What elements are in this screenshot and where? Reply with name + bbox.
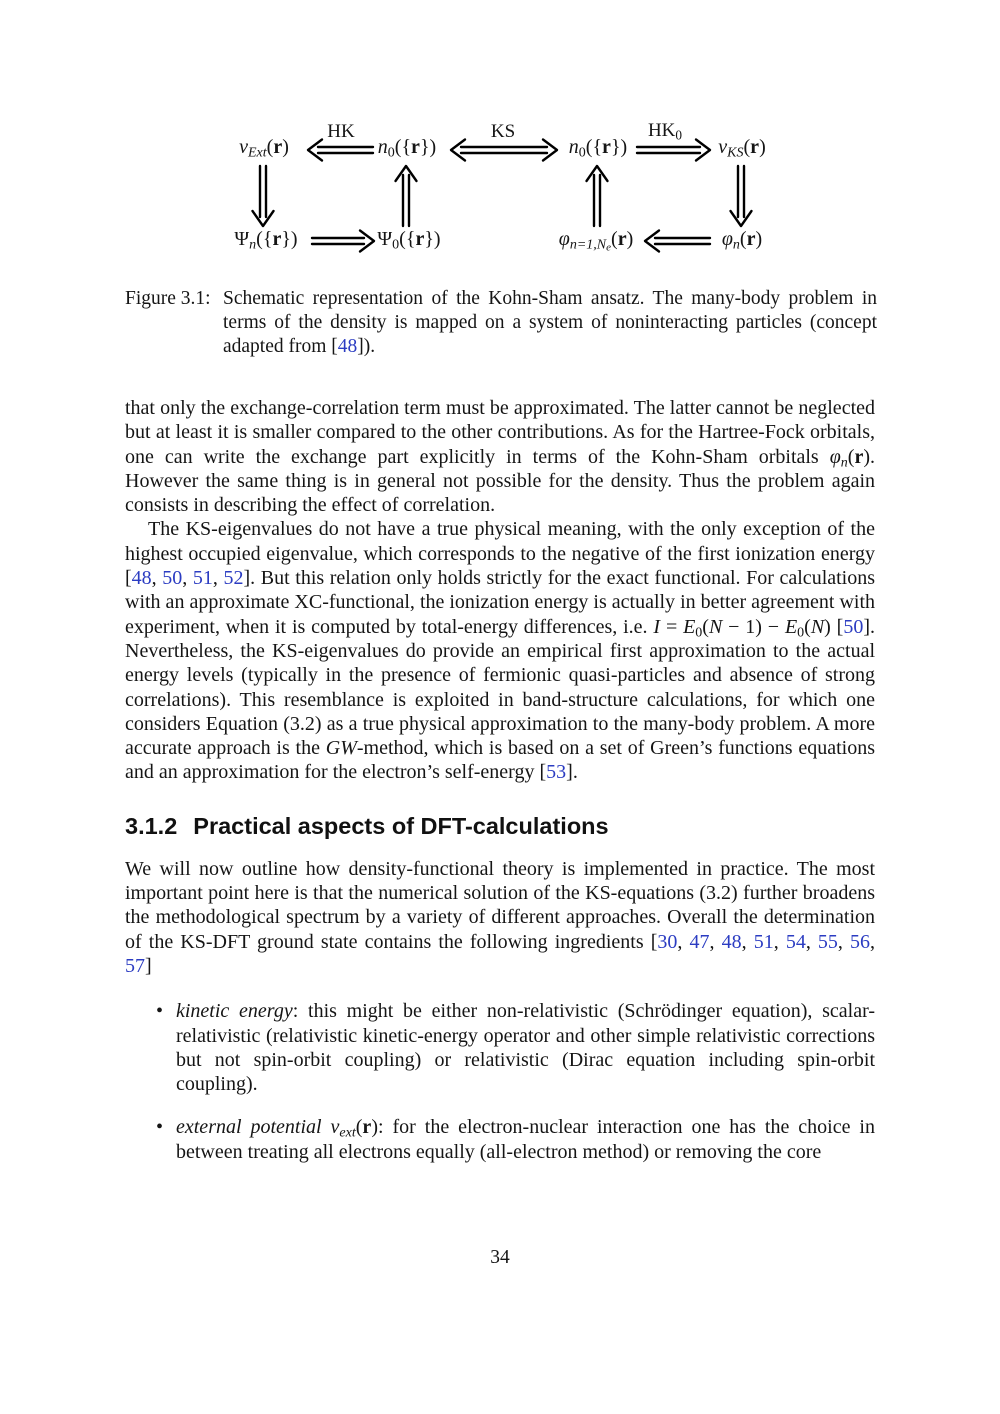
text-run: ( [743,136,751,158]
text-run: ( [611,228,618,250]
text-run: ) [ [824,615,844,638]
text-run: ( [847,445,855,468]
text-run: that only the exchange-correlation term must be approximated. The latter cannot be neglected but at least it is smaller compared to the other contributions. As for the Hartree-Fock orbitals, one can write the exchange part explicitly in terms of the Kohn-Sham orbitals [125,397,875,468]
section-heading [125,813,875,840]
text-run: HK [647,120,676,141]
arrow-psi-right [312,231,374,252]
text-run: ]. [566,761,578,784]
text-run: = [660,615,684,638]
text-run: , [151,567,163,590]
arrow-vks-down [731,166,752,226]
text-run: ({ [399,228,416,250]
section-title: Practical aspects of DFT-calculations [193,812,609,839]
arrow-hk0-right [637,140,710,161]
paragraph-1 [125,396,875,517]
text-run: ext [339,1125,356,1141]
text-run: 0 [695,625,703,641]
text-run: , [773,930,786,953]
citation-link[interactable]: 51 [192,567,213,590]
text-run: 0 [675,127,683,143]
arrow-n0-right-up [587,166,608,226]
list-item-kinetic-energy [125,999,875,1096]
text-run: ({ [256,228,273,250]
text-run: v [239,136,248,158]
text-run: ) [755,228,763,250]
text-run: ({ [585,136,603,158]
citation-link[interactable]: 56 [850,930,871,953]
text-run: E [784,615,798,638]
text-run: n [249,237,257,253]
paragraph-2 [125,517,875,784]
arrow-label-hk [327,121,354,143]
bullet-icon: • [156,1000,164,1023]
text-run: : this might be either non-relativistic (Schrödinger equation), scalar-relativistic (relativistic kinetic-energy operator and other simple relativistic corrections but not spin-orbit coupling) or relativistic (Dirac equation including spin-orbit coupling). [176,1000,875,1096]
text-run: ) [626,228,634,250]
text-run: ) [863,445,870,468]
citation-link[interactable]: 55 [817,930,838,953]
figure-caption [125,287,877,359]
text-run: , [212,567,224,590]
text-run: I [653,615,661,638]
list-item-text [176,1000,875,1095]
text-run: e [606,241,612,254]
text-run: ({ [394,136,412,158]
text-run: r [854,445,864,468]
node-v-ks [718,136,765,159]
text-run: 0 [578,145,586,161]
text-run: ( [266,136,274,158]
node-psi-0 [377,228,440,251]
figure-caption-label: Figure 3.1: [125,288,211,309]
body-text [125,396,875,1183]
figure-caption-text [223,287,877,359]
citation-link[interactable]: 50 [843,615,864,638]
text-run: -method, which is based on a set of Green’s functions equations and an approximation for the electron’s self-energy [ [125,737,875,784]
text-run: , [709,930,722,953]
arrow-n0-left-up [396,166,417,226]
citation-link[interactable]: 52 [223,567,244,590]
node-n0-left [378,136,436,159]
text-run: }) [610,136,628,158]
text-run: n=1,N [569,237,607,253]
text-run: , [870,930,876,953]
text-run: }) [424,228,441,250]
text-run: n [840,455,848,471]
text-run: : for the electron-nuclear interaction one has the choice in between treating all electrons equally (all-electron method) or removing the core [176,1116,875,1163]
text-run: ) [759,136,766,158]
paragraph-3 [125,857,875,978]
citation-link[interactable]: 50 [162,567,183,590]
text-run: ) [282,136,289,158]
node-n0-right [569,136,627,159]
text-run: ( [702,615,709,638]
section-number: 3.1.2 [125,812,178,839]
ingredients-list [125,999,875,1164]
text-run: . However the same thing is in general not possible for the density. Thus the problem again consists in describing the effect of correlation. [125,445,875,517]
text-run: KS [727,145,744,161]
text-run: r [411,136,420,158]
text-run: − 1) − [722,615,785,638]
text-run: n [732,237,740,253]
text-run: v [718,136,728,158]
bullet-icon: • [156,1116,164,1139]
text-run: ( [355,1116,363,1139]
text-run: Ext [248,145,267,161]
text-run: r [272,228,282,250]
text-run: r [415,228,425,250]
text-run: 0 [797,625,805,641]
text-run: , [677,930,690,953]
text-run: r [362,1116,372,1139]
citation-link[interactable]: 53 [546,761,567,784]
text-run: 0 [387,145,395,161]
list-item-text [176,1116,875,1162]
text-run: N [810,615,825,638]
text-run: Schematic representation of the Kohn-Sham ansatz. The many-body problem in terms of the density is mapped on a system of noninteracting particles (concept adapted from [ [223,288,877,357]
text-run: φ [721,228,733,250]
text-run: ( [804,615,811,638]
kohn-sham-diagram [0,114,1000,292]
node-psi-n [234,228,297,251]
citation-link[interactable]: 30 [657,930,678,953]
arrow-phi-left [645,231,710,252]
node-v-ext [239,136,289,159]
citation-link[interactable]: 51 [753,930,774,953]
arrow-label-ks [491,121,515,143]
list-item-external-potential [125,1115,875,1164]
text-run: r [750,136,760,158]
citation-link[interactable]: 54 [785,930,806,953]
text-run: GW [325,737,357,760]
arrow-vext-down [253,166,274,226]
text-run: φ [829,445,841,468]
text-run: , [837,930,851,953]
text-run: ) [371,1116,378,1139]
arrow-label-hk0 [648,120,682,142]
text-run: }) [419,136,437,158]
text-run: 0 [392,237,400,253]
text-run: }) [281,228,298,250]
text-run: Ψ [377,228,393,250]
text-run: n [568,136,579,158]
text-run: KS [490,121,516,142]
text-run: ]. But this relation only holds strictly for the exact functional. For calculations with an approximate XC-functional, the ionization energy is actually in better agreement with experiment, when it is computed by total-energy differences, i.e. [125,567,876,638]
citation-link[interactable]: 48 [337,336,358,357]
text-run: ] [145,954,152,977]
text-run: N [708,615,723,638]
text-run: , [741,930,754,953]
node-phi-n1ne [558,228,634,254]
citation-link[interactable]: 48 [131,567,152,590]
text-run: r [602,136,611,158]
text-run: We will now outline how density-functional theory is implemented in practice. The most important point here is that the numerical solution of the KS-equations (3.2) further broadens the methodological spectrum by a variety of different approaches. Overall the determination of the KS-DFT ground state contains the following ingredients [ [125,857,875,953]
citation-link[interactable]: 48 [721,930,742,953]
text-run: φ [558,228,570,250]
text-run: r [746,228,756,250]
text-run: HK [327,121,355,142]
page-number: 34 [490,1247,510,1268]
text-run: ]. Nevertheless, the KS-eigenvalues do provide an empirical first approximation to the actual energy levels (typically in the presence of fermionic quasi-particles and absence of strong correlations). This resemblance is exploited in band-structure calculations, for which one considers Equation (3.2) as a true physical approximation to the many-body problem. A more accurate approach is the [125,615,876,760]
text-run: The KS-eigenvalues do not have a true physical meaning, with the only exception of the highest occupied eigenvalue, which corresponds to the negative of the first ionization energy [ [125,518,875,590]
text-run: external potential [176,1116,331,1139]
text-run: kinetic energy [176,1000,293,1023]
text-run: , [182,567,193,590]
text-run: v [330,1116,340,1139]
text-run: ( [739,228,747,250]
citation-link[interactable]: 47 [689,930,710,953]
text-run: r [617,228,627,250]
citation-link[interactable]: 57 [125,954,145,977]
text-run: Ψ [234,228,250,250]
text-run: r [273,136,283,158]
text-run: n [377,136,388,158]
text-run: ]). [357,336,376,357]
text-run: E [683,615,696,638]
node-phi-n [722,228,762,251]
text-run: , [805,930,818,953]
